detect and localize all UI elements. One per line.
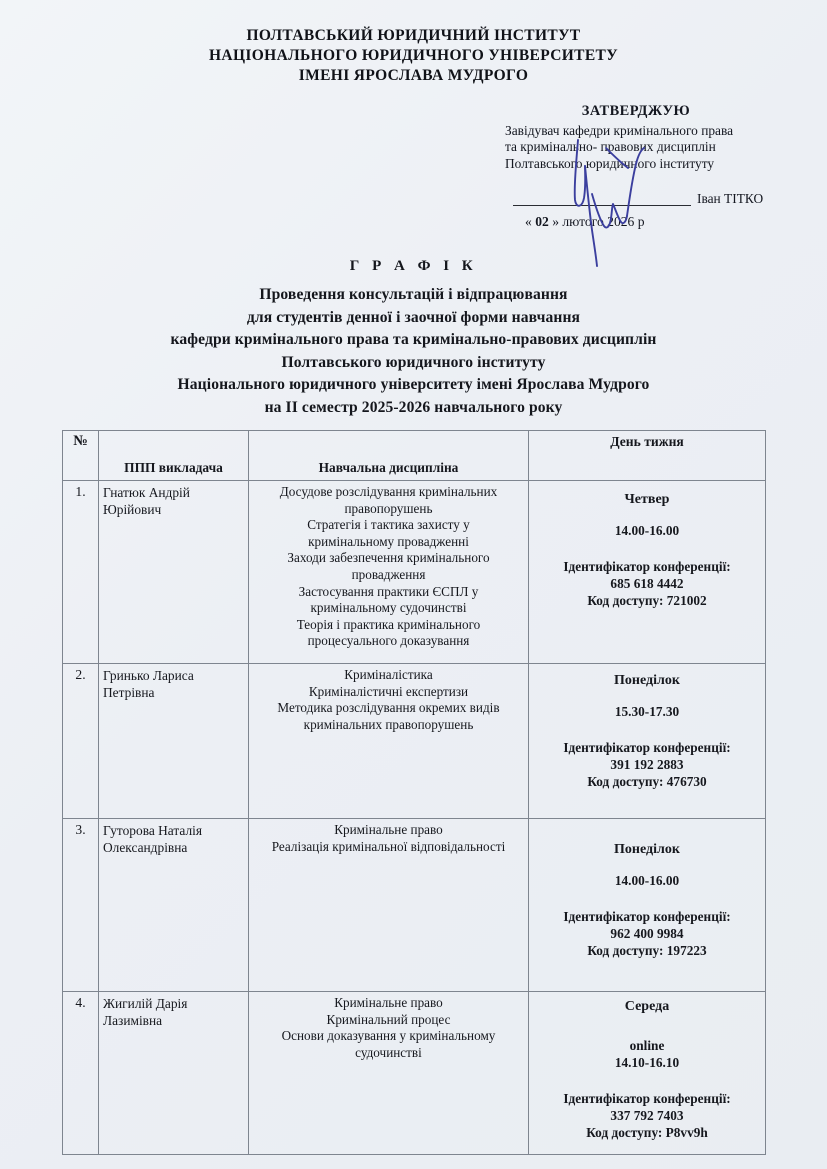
discipline-line: Застосування практики ЄСПЛ у [298, 583, 479, 599]
row-day-info [529, 819, 766, 992]
row-disciplines [249, 481, 529, 664]
signer-name: Іван ТІТКО [697, 191, 764, 207]
spacer [533, 508, 761, 522]
day-of-week: Понеділок [614, 673, 680, 688]
consultation-time: 14.00-16.00 [614, 873, 680, 888]
spacer [533, 858, 761, 872]
discipline-line: кримінальному судочинстві [310, 600, 467, 616]
discipline-line: Кримінальний процес [326, 1011, 451, 1027]
discipline-line: процесуального доказування [307, 633, 470, 649]
access-code: Код доступу: 197223 [587, 943, 707, 958]
row-number: 4. [63, 992, 99, 1155]
approval-date [505, 214, 795, 231]
conference-id-value: 685 618 4442 [610, 576, 684, 591]
document-title-sub [0, 284, 827, 420]
row-disciplines [249, 664, 529, 819]
meeting-mode: online [629, 1038, 665, 1053]
discipline-line: Заходи забезпечення кримінального [287, 550, 490, 566]
access-code: Код доступу: 476730 [587, 774, 707, 789]
row-teacher-name: Гуторова Наталія Олександрівна [99, 819, 249, 992]
date-quote-open: « [525, 214, 532, 230]
conference-id-value: 337 792 7403 [610, 1108, 684, 1123]
discipline-line: Стратегія і тактика захисту у [307, 517, 470, 533]
title-line-3: кафедри кримінального права та кримінально-правових дисциплін [170, 331, 657, 349]
discipline-line: правопорушень [344, 500, 433, 516]
institute-header [0, 26, 827, 86]
document-title-main: Г Р А Ф І К [349, 258, 478, 274]
discipline-line: провадження [351, 566, 426, 582]
title-line-2: для студентів денної і заочної форми навчання [246, 308, 581, 326]
conference-id-value: 962 400 9984 [610, 926, 684, 941]
title-line-6: на ІІ семестр 2025-2026 навчального року [264, 398, 563, 416]
title-line-1: Проведення консультацій і відпрацювання [259, 286, 568, 303]
approval-line-1: Завідувач кафедри кримінального права [505, 122, 734, 138]
table-row [63, 819, 766, 992]
discipline-line: Теорія і практика кримінального [296, 616, 481, 632]
schedule-table [62, 430, 766, 1155]
conference-id-label: Ідентифікатор конференції: [563, 740, 731, 755]
signature-rule [513, 205, 691, 206]
header-cell-number: № [63, 431, 99, 481]
institute-header-line-3: ІМЕНІ ЯРОСЛАВА МУДРОГО [298, 67, 529, 84]
institute-header-line-1: ПОЛТАВСЬКИЙ ЮРИДИЧНИЙ ІНСТИТУТ [246, 27, 581, 44]
conference-id-label: Ідентифікатор конференції: [563, 1091, 731, 1106]
spacer [533, 539, 761, 558]
row-disciplines [249, 819, 529, 992]
row-day-info [529, 992, 766, 1155]
table-row [63, 481, 766, 664]
institute-header-line-2: НАЦІОНАЛЬНОГО ЮРИДИЧНОГО УНІВЕРСИТЕТУ [209, 47, 618, 64]
document-title-block [0, 258, 827, 420]
consultation-time: 14.10-16.10 [614, 1055, 680, 1070]
approval-line-3: Полтавського юридичного інституту [505, 155, 715, 171]
consultation-time: 15.30-17.30 [614, 704, 680, 719]
discipline-line: Криміналістика [344, 667, 433, 682]
row-teacher-name: Жигилій Дарія Лазимівна [99, 992, 249, 1155]
spacer [533, 889, 761, 908]
spacer [533, 689, 761, 703]
discipline-line: Кримінальне право [334, 822, 443, 837]
discipline-line: Методика розслідування окремих видів [277, 700, 500, 716]
approval-title: ЗАТВЕРДЖУЮ [581, 103, 691, 119]
row-number: 2. [63, 664, 99, 819]
spacer [533, 1015, 761, 1037]
row-day-info [529, 481, 766, 664]
day-of-week: Середа [624, 999, 670, 1014]
header-cell-day: День тижня [529, 431, 766, 481]
discipline-line: Криміналістичні експертизи [308, 683, 469, 699]
discipline-line: Кримінальне право [334, 995, 443, 1010]
discipline-line: кримінальних правопорушень [303, 716, 474, 732]
row-day-info [529, 664, 766, 819]
discipline-line: судочинстві [355, 1044, 422, 1060]
approval-block [505, 103, 795, 231]
access-code: Код доступу: 721002 [587, 593, 707, 608]
row-teacher-name: Гринько Лариса Петрівна [99, 664, 249, 819]
row-number: 3. [63, 819, 99, 992]
discipline-line: Основи доказування у кримінальному [281, 1028, 496, 1044]
date-rest: » лютого 2026 р [552, 214, 645, 230]
header-cell-discipline: Навчальна дисципліна [249, 431, 529, 481]
row-disciplines [249, 992, 529, 1155]
discipline-line: кримінальному провадженні [308, 533, 469, 549]
access-code: Код доступу: P8vv9h [586, 1125, 708, 1140]
conference-id-label: Ідентифікатор конференції: [563, 559, 731, 574]
title-line-4: Полтавського юридичного інституту [281, 353, 546, 371]
conference-id-label: Ідентифікатор конференції: [563, 909, 731, 924]
signature-row [505, 191, 795, 212]
discipline-line: Реалізація кримінальної відповідальності [271, 838, 506, 854]
title-line-5: Національного юридичного університету імені Ярослава Мудрого [177, 376, 650, 394]
table-row [63, 992, 766, 1155]
date-day: 02 [535, 214, 549, 230]
day-of-week: Четвер [624, 492, 670, 507]
header-cell-teacher: ППП викладача [99, 431, 249, 481]
row-number: 1. [63, 481, 99, 664]
day-of-week: Понеділок [614, 842, 680, 857]
spacer [533, 720, 761, 739]
row-teacher-name: Гнатюк Андрій Юрійович [99, 481, 249, 664]
table-row [63, 664, 766, 819]
approval-line-2: та кримінально- правових дисциплін [505, 139, 716, 155]
discipline-line: Досудове розслідування кримінальних [279, 484, 498, 499]
spacer [533, 1071, 761, 1090]
table-header-row [63, 431, 766, 481]
conference-id-value: 391 192 2883 [610, 757, 684, 772]
consultation-time: 14.00-16.00 [614, 523, 680, 538]
